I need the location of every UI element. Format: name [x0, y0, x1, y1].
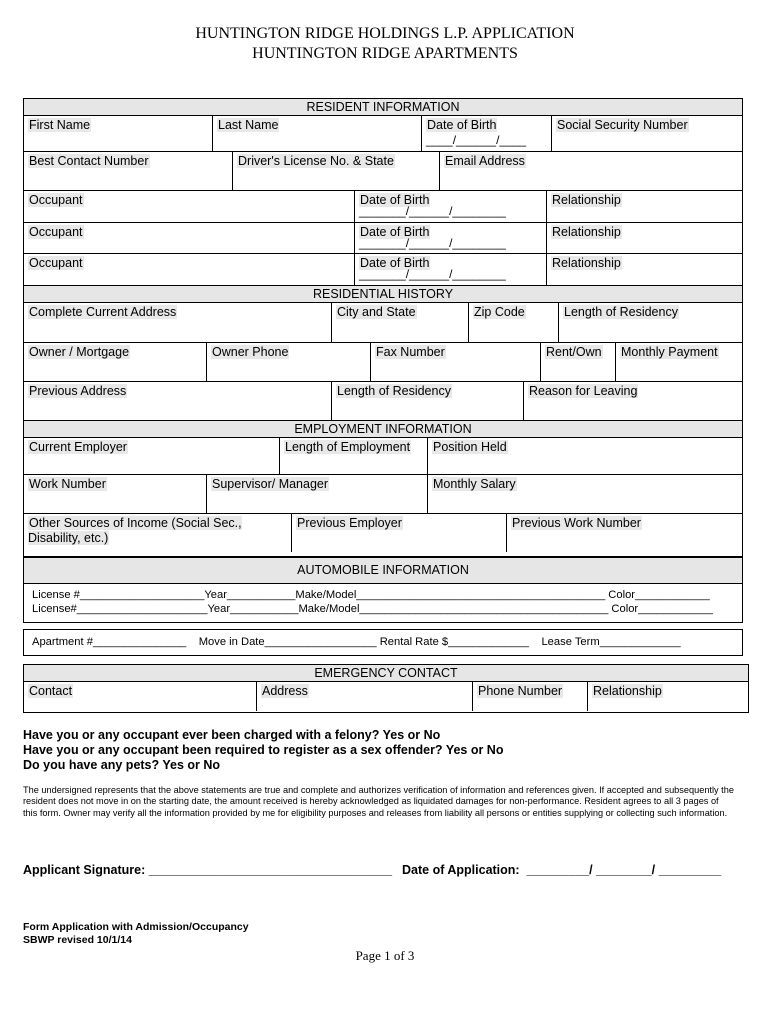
best-contact-number-field[interactable]: Best Contact Number — [29, 154, 149, 168]
current-address-field[interactable]: Complete Current Address — [29, 305, 177, 319]
sex-offender-question[interactable]: Have you or any occupant been required to register as a sex offender? Yes or No — [23, 743, 504, 757]
felony-question[interactable]: Have you or any occupant ever been charged with a felony? Yes or No — [23, 728, 441, 742]
previous-work-number-field[interactable]: Previous Work Number — [506, 514, 742, 552]
emergency-relationship-field[interactable]: Relationship — [587, 682, 748, 711]
emergency-contact-header: EMERGENCY CONTACT — [24, 665, 748, 682]
monthly-salary-field[interactable]: Monthly Salary — [427, 475, 742, 513]
license-line-1[interactable]: License #____________________Year___________Make/Model________________________________________ Color____________ — [32, 589, 710, 601]
occupant-row-3 — [24, 254, 742, 286]
history-row-2 — [24, 343, 742, 382]
zip-code-field[interactable]: Zip Code — [468, 303, 558, 342]
resident-row-1 — [24, 116, 742, 152]
revision-note: SBWP revised 10/1/14 — [23, 934, 132, 946]
applicant-signature-line[interactable]: Applicant Signature: ___________________________________ — [23, 863, 393, 877]
current-employer-field[interactable]: Current Employer — [29, 440, 127, 454]
page-number: Page 1 of 3 — [355, 948, 415, 963]
other-income-field[interactable]: Other Sources of Income (Social Sec., Disability, etc.) — [28, 516, 242, 545]
emergency-row — [24, 682, 748, 711]
previous-address-field[interactable]: Previous Address — [29, 384, 127, 398]
emergency-contact-section — [23, 664, 749, 713]
occupant-field[interactable]: Occupant — [29, 193, 83, 207]
form-title: HUNTINGTON RIDGE HOLDINGS L.P. APPLICATION — [195, 25, 575, 42]
occupant-dob-field[interactable]: Date of Birth _______/______/________ — [354, 223, 546, 253]
emergency-phone-field[interactable]: Phone Number — [472, 682, 587, 711]
occupant-dob-field[interactable]: Date of Birth _______/______/________ — [354, 191, 546, 222]
email-address-field[interactable]: Email Address — [439, 152, 742, 190]
emergency-contact-field[interactable]: Contact — [29, 684, 73, 698]
owner-mortgage-field[interactable]: Owner / Mortgage — [29, 345, 130, 359]
city-state-field[interactable]: City and State — [331, 303, 468, 342]
occupant-relationship-field[interactable]: Relationship — [546, 223, 742, 253]
residential-history-header: RESIDENTIAL HISTORY — [24, 286, 742, 303]
employment-row-1 — [24, 438, 742, 475]
occupant-relationship-field[interactable]: Relationship — [546, 191, 742, 222]
occupant-field[interactable]: Occupant — [29, 225, 83, 239]
first-name-field[interactable]: First Name — [29, 118, 91, 132]
history-row-3 — [24, 382, 742, 421]
resident-information-header: RESIDENT INFORMATION — [24, 99, 742, 116]
work-number-field[interactable]: Work Number — [29, 477, 106, 491]
occupant-dob-field[interactable]: Date of Birth _______/______/________ — [354, 254, 546, 285]
apartment-section — [23, 629, 743, 656]
occupant-row-2 — [24, 223, 742, 254]
apartment-line[interactable]: Apartment #_______________ Move in Date__________________ Rental Rate $_____________ Lease Term_____________ — [32, 636, 681, 648]
length-of-residency-field[interactable]: Length of Residency — [558, 303, 742, 342]
date-of-application-line[interactable]: Date of Application: _________/ ________/ _________ — [402, 863, 722, 877]
owner-phone-field[interactable]: Owner Phone — [206, 343, 370, 381]
employment-information-header: EMPLOYMENT INFORMATION — [24, 421, 742, 438]
length-of-employment-field[interactable]: Length of Employment — [279, 438, 427, 474]
emergency-address-field[interactable]: Address — [256, 682, 472, 711]
form-name: Form Application with Admission/Occupancy — [23, 921, 249, 933]
employment-row-3 — [24, 514, 742, 552]
rent-own-field[interactable]: Rent/Own — [540, 343, 615, 381]
resident-row-2 — [24, 152, 742, 191]
occupant-relationship-field[interactable]: Relationship — [546, 254, 742, 285]
reason-for-leaving-field[interactable]: Reason for Leaving — [523, 382, 742, 420]
pets-question[interactable]: Do you have any pets? Yes or No — [23, 758, 221, 772]
occupant-row-1 — [24, 191, 742, 223]
employment-row-2 — [24, 475, 742, 514]
application-main-table — [23, 98, 743, 557]
form-subtitle: HUNTINGTON RIDGE APARTMENTS — [252, 45, 518, 62]
legal-statement: The undersigned represents that the above statements are true and complete and authorizes verification of information and references given. If accepted and subsequently the resident does not move in on the starting date, the amount received is hereby acknowledged as liquidated damages for non-performance. Resident agrees to all 3 pages of this form. Owner may verify all the information provided by me for eligibility purposes and releases from liability all persons or entities supplying or collecting such information. — [23, 785, 734, 818]
occupant-field[interactable]: Occupant — [29, 256, 83, 270]
automobile-information-header: AUTOMOBILE INFORMATION — [24, 558, 742, 584]
drivers-license-field[interactable]: Driver's License No. & State — [232, 152, 439, 190]
previous-employer-field[interactable]: Previous Employer — [291, 514, 506, 552]
supervisor-manager-field[interactable]: Supervisor/ Manager — [206, 475, 427, 513]
monthly-payment-field[interactable]: Monthly Payment — [615, 343, 742, 381]
last-name-field[interactable]: Last Name — [212, 116, 421, 151]
history-row-1 — [24, 303, 742, 343]
date-of-birth-field[interactable]: Date of Birth ____/______/____ — [421, 116, 551, 151]
previous-length-field[interactable]: Length of Residency — [331, 382, 523, 420]
fax-number-field[interactable]: Fax Number — [370, 343, 540, 381]
position-held-field[interactable]: Position Held — [427, 438, 742, 474]
automobile-section — [23, 557, 743, 623]
ssn-field[interactable]: Social Security Number — [551, 116, 742, 151]
license-line-2[interactable]: License#_____________________Year___________Make/Model________________________________________ Color____________ — [32, 603, 713, 615]
